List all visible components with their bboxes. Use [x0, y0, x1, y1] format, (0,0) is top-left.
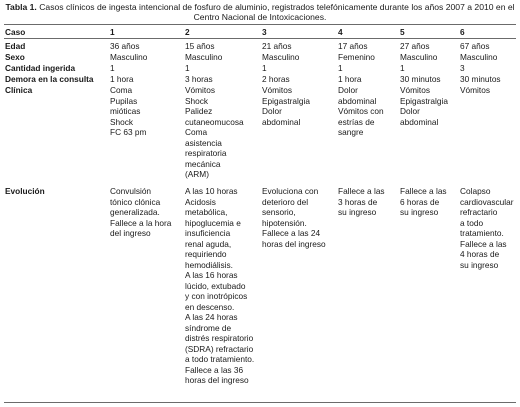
- cell-evolucion-5: Fallece a las 6 horas de su ingreso: [400, 186, 447, 217]
- cell-demora-5: 30 minutos: [400, 74, 441, 84]
- cell-edad-2: 15 años: [185, 41, 215, 51]
- header-case-2: 2: [185, 27, 190, 37]
- cell-clinica-1: Coma Pupilas mióticas Shock FC 63 pm: [110, 85, 147, 137]
- cell-clinica-3: Vómitos Epigastralgia Dolor abdominal: [262, 85, 310, 127]
- cell-sexo-6: Masculino: [460, 52, 498, 62]
- cell-evolucion-3: Evoluciona con deterioro del sensorio, hipotensión. Fallece a las 24 horas del ingreso: [262, 186, 326, 249]
- row-label-cantidad: Cantidad ingerida: [5, 63, 76, 73]
- cell-sexo-3: Masculino: [262, 52, 300, 62]
- caption-label: Tabla 1.: [5, 2, 37, 12]
- cell-cantidad-4: 1: [338, 63, 343, 73]
- row-label-evolucion: Evolución: [5, 186, 45, 196]
- cell-clinica-4: Dolor abdominal Vómitos con estrías de sangre: [338, 85, 384, 137]
- header-case-3: 3: [262, 27, 267, 37]
- cell-sexo-1: Masculino: [110, 52, 148, 62]
- cell-sexo-4: Femenino: [338, 52, 375, 62]
- header-case-5: 5: [400, 27, 405, 37]
- cell-edad-5: 27 años: [400, 41, 430, 51]
- cell-clinica-5: Vómitos Epigastralgia Dolor abdominal: [400, 85, 448, 127]
- cell-sexo-2: Masculino: [185, 52, 223, 62]
- cell-edad-6: 67 años: [460, 41, 490, 51]
- header-rule: [4, 38, 516, 39]
- cell-demora-4: 1 hora: [338, 74, 362, 84]
- cell-evolucion-6: Colapso cardiovascular refractario a todo tratamiento. Fallece a las 4 horas de su ingreso: [460, 186, 514, 270]
- cell-clinica-2: Vómitos Shock Palidez cutaneomucosa Coma asistencia respiratoria mecánica (ARM): [185, 85, 244, 179]
- header-case-4: 4: [338, 27, 343, 37]
- row-label-demora: Demora en la consulta: [5, 74, 94, 84]
- header-case-1: 1: [110, 27, 115, 37]
- cell-clinica-6: Vómitos: [460, 85, 490, 95]
- cell-cantidad-6: 3: [460, 63, 465, 73]
- cell-cantidad-5: 1: [400, 63, 405, 73]
- bottom-rule: [4, 402, 516, 403]
- caption-text: Casos clínicos de ingesta intencional de fosfuro de aluminio, registrados telefónicamente durante los años 2007 a 2010 en el Centro Nacional de Intoxicaciones.: [39, 2, 515, 22]
- cell-evolucion-1: Convulsión tónico clónica generalizada. Fallece a la hora del ingreso: [110, 186, 172, 238]
- cell-evolucion-4: Fallece a las 3 horas de su ingreso: [338, 186, 385, 217]
- top-rule: [4, 24, 516, 25]
- cell-edad-4: 17 años: [338, 41, 368, 51]
- cell-cantidad-3: 1: [262, 63, 267, 73]
- table-caption: [0, 2, 520, 22]
- row-label-edad: Edad: [5, 41, 26, 51]
- cell-cantidad-1: 1: [110, 63, 115, 73]
- row-label-sexo: Sexo: [5, 52, 25, 62]
- cell-evolucion-2: A las 10 horas Acidosis metabólica, hipoglucemia e insuficiencia renal aguda, requiriendo hemodiálisis. A las 16 horas lúcido, extubado y con inotrópicos en descenso. A las 24 horas síndrome de distrés respiratorio (SDRA) refractario a todo tratamiento. Fallece a las 36 horas del ingreso: [185, 186, 255, 385]
- cell-demora-1: 1 hora: [110, 74, 134, 84]
- row-label-clinica: Clínica: [5, 85, 33, 95]
- header-case-6: 6: [460, 27, 465, 37]
- cell-demora-2: 3 horas: [185, 74, 213, 84]
- cell-cantidad-2: 1: [185, 63, 190, 73]
- cell-edad-1: 36 años: [110, 41, 140, 51]
- cell-demora-3: 2 horas: [262, 74, 290, 84]
- header-caso: Caso: [5, 27, 26, 37]
- cell-sexo-5: Masculino: [400, 52, 438, 62]
- cell-demora-6: 30 minutos: [460, 74, 501, 84]
- cell-edad-3: 21 años: [262, 41, 292, 51]
